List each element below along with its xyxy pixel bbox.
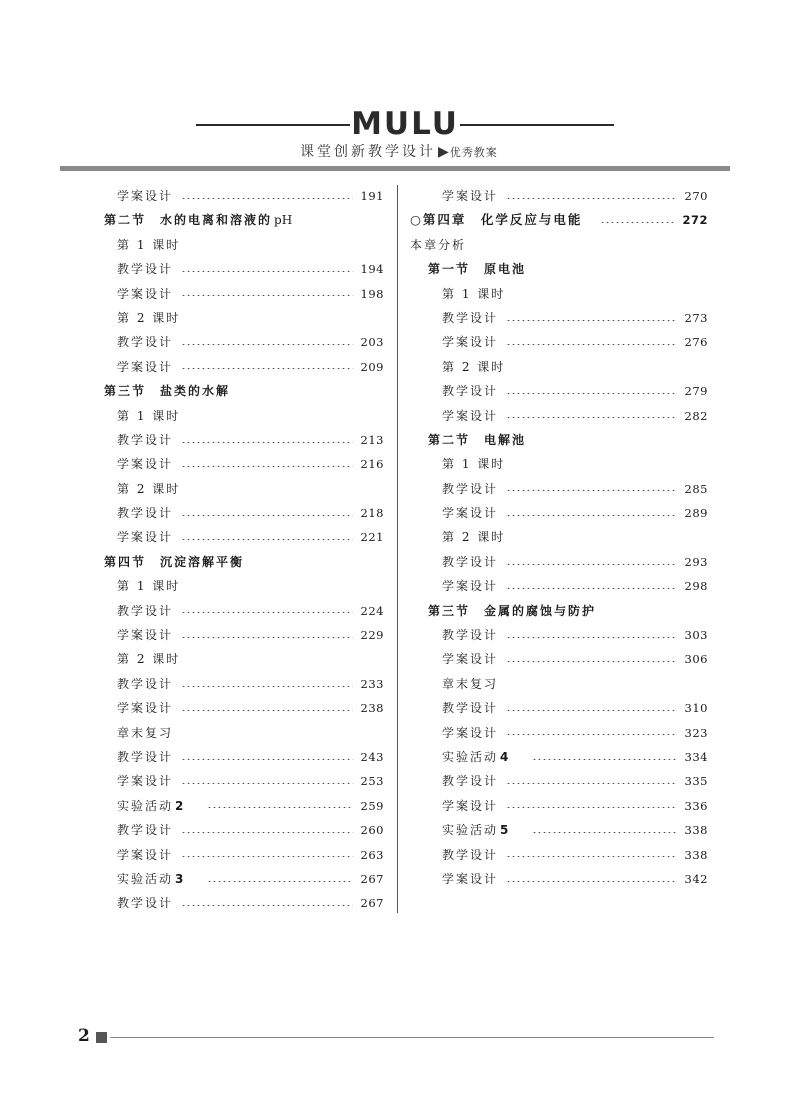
toc-label: 学案设计: [117, 457, 174, 472]
toc-label: 教学设计: [442, 384, 499, 399]
toc-label: 第二节 电解池: [428, 432, 527, 447]
toc-entry-row[interactable]: [104, 184, 384, 208]
toc-dot-leader: [207, 807, 352, 808]
toc-page-number: 238: [360, 701, 384, 716]
toc-lesson-row[interactable]: [104, 574, 384, 598]
toc-entry-row[interactable]: [104, 599, 384, 623]
toc-dot-leader: [506, 490, 677, 491]
toc-page-number: 267: [360, 871, 384, 886]
toc-entry-row[interactable]: [104, 330, 384, 354]
toc-page-number: 209: [360, 359, 384, 374]
toc-entry-row[interactable]: [104, 525, 384, 549]
toc-lesson-row[interactable]: [104, 721, 384, 745]
toc-label: 第 1 课时: [117, 579, 181, 594]
toc-page-number: 285: [684, 481, 708, 496]
toc-lesson-row[interactable]: [104, 647, 384, 671]
toc-entry-row[interactable]: [410, 769, 708, 793]
toc-page-number: 342: [684, 871, 708, 886]
toc-label: 第三节 金属的腐蚀与防护: [428, 603, 597, 618]
toc-entry-row[interactable]: [410, 306, 708, 330]
toc-entry-row[interactable]: [104, 672, 384, 696]
toc-dot-leader: [181, 271, 353, 272]
toc-label: 第 2 课时: [442, 530, 506, 545]
toc-label: 教学设计: [117, 823, 174, 838]
header-rule-left: [196, 124, 350, 126]
toc-lesson-row[interactable]: [104, 306, 384, 330]
toc-label: 第 1 课时: [442, 286, 506, 301]
toc-lesson-row[interactable]: [410, 525, 708, 549]
toc-label: 教学设计: [117, 676, 174, 691]
toc-dot-leader: [207, 881, 352, 882]
toc-dot-leader: [181, 905, 353, 906]
toc-label: 实验活动: [442, 823, 499, 838]
toc-dot-leader: [181, 759, 353, 760]
header-band: [60, 166, 730, 171]
toc-label: 教学设计: [442, 310, 499, 325]
toc-label: 第 2 课时: [117, 652, 181, 667]
toc-label: 教学设计: [117, 506, 174, 521]
toc-label: 第三节 盐类的水解: [104, 384, 231, 399]
toc-entry-row[interactable]: [410, 745, 708, 769]
triangle-arrow-icon: ▶: [438, 144, 449, 160]
toc-entry-row[interactable]: [410, 867, 708, 891]
toc-dot-leader: [506, 856, 677, 857]
toc-label: ○第四章 化学反应与电能: [410, 212, 583, 228]
toc-page-number: 253: [360, 774, 384, 789]
toc-entry-row[interactable]: [104, 745, 384, 769]
toc-entry-row[interactable]: [410, 184, 708, 208]
toc-dot-leader: [181, 832, 353, 833]
toc-entry-row[interactable]: [410, 574, 708, 598]
toc-label: 学案设计: [442, 408, 499, 423]
toc-entry-row[interactable]: [104, 794, 384, 818]
toc-label: 学案设计: [442, 579, 499, 594]
toc-label: 学案设计: [442, 506, 499, 521]
toc-label: 实验活动: [117, 871, 174, 886]
toc-label: 第 2 课时: [117, 481, 181, 496]
toc-entry-row[interactable]: [104, 452, 384, 476]
toc-label: 第二节 水的电离和溶液的: [104, 213, 273, 228]
toc-dot-leader: [181, 539, 353, 540]
toc-label: 学案设计: [442, 725, 499, 740]
toc-entry-row[interactable]: [410, 501, 708, 525]
toc-dot-leader: [506, 734, 677, 735]
toc-entry-row[interactable]: [410, 696, 708, 720]
toc-dot-leader: [506, 661, 677, 662]
toc-dot-leader: [506, 515, 677, 516]
toc-entry-row[interactable]: [410, 379, 708, 403]
toc-section-row[interactable]: [104, 208, 384, 232]
toc-label: 学案设计: [442, 871, 499, 886]
toc-page-number: 259: [360, 798, 384, 813]
toc-page-number: 310: [684, 701, 708, 716]
toc-page-number: 273: [684, 310, 708, 325]
toc-page-number: 334: [684, 749, 708, 764]
toc-activity-number: 3: [175, 871, 184, 886]
toc-page-number: 323: [684, 725, 708, 740]
toc-entry-row[interactable]: [104, 257, 384, 281]
toc-plain-row[interactable]: [410, 233, 708, 257]
toc-label: 第 1 课时: [117, 408, 181, 423]
toc-entry-row[interactable]: [410, 647, 708, 671]
toc-dot-leader: [532, 759, 676, 760]
toc-label: 教学设计: [442, 847, 499, 862]
toc-entry-row[interactable]: [410, 550, 708, 574]
toc-label: 第一节 原电池: [428, 262, 527, 277]
toc-dot-leader: [506, 881, 677, 882]
toc-entry-row[interactable]: [104, 867, 384, 891]
toc-lesson-row[interactable]: [410, 282, 708, 306]
toc-section-row[interactable]: [104, 379, 384, 403]
footer-square-marker: [96, 1032, 107, 1043]
toc-page-number: 272: [682, 213, 708, 228]
toc-dot-leader: [181, 783, 353, 784]
toc-entry-row[interactable]: [104, 428, 384, 452]
toc-entry-row[interactable]: [104, 355, 384, 379]
toc-entry-row[interactable]: [104, 696, 384, 720]
toc-lesson-row[interactable]: [410, 452, 708, 476]
toc-dot-leader: [181, 368, 353, 369]
toc-label: 实验活动: [117, 798, 174, 813]
toc-entry-row[interactable]: [410, 794, 708, 818]
toc-label: 教学设计: [442, 628, 499, 643]
toc-entry-row[interactable]: [410, 330, 708, 354]
footer-rule: [110, 1037, 714, 1038]
toc-label: 学案设计: [117, 530, 174, 545]
toc-page-number: 306: [684, 652, 708, 667]
toc-dot-leader: [181, 686, 353, 687]
toc-dot-leader: [181, 637, 353, 638]
toc-section-row[interactable]: [410, 257, 708, 281]
toc-entry-row[interactable]: [410, 818, 708, 842]
toc-entry-row[interactable]: [410, 843, 708, 867]
toc-label: 第 1 课时: [117, 237, 181, 252]
toc-page-number: 263: [360, 847, 384, 862]
toc-label: 学案设计: [117, 847, 174, 862]
toc-dot-leader: [181, 710, 353, 711]
toc-lesson-row[interactable]: [104, 404, 384, 428]
toc-entry-row[interactable]: [410, 623, 708, 647]
toc-page-number: 293: [684, 554, 708, 569]
toc-label: 第 1 课时: [442, 457, 506, 472]
toc-page-number: 218: [360, 506, 384, 521]
toc-label: 教学设计: [442, 701, 499, 716]
toc-section-row[interactable]: [104, 550, 384, 574]
header-rule-right: [460, 124, 614, 126]
toc-section-row[interactable]: [410, 599, 708, 623]
toc-entry-row[interactable]: [410, 477, 708, 501]
toc-entry-row[interactable]: [104, 818, 384, 842]
toc-page-number: 338: [684, 847, 708, 862]
toc-page-number: 194: [360, 262, 384, 277]
toc-page-number: 289: [684, 506, 708, 521]
toc-page-number: 276: [684, 335, 708, 350]
toc-page-number: 216: [360, 457, 384, 472]
toc-label: 学案设计: [117, 628, 174, 643]
toc-label: 教学设计: [117, 749, 174, 764]
toc-page-number: 336: [684, 798, 708, 813]
toc-page-number: 243: [360, 749, 384, 764]
toc-entry-row[interactable]: [104, 501, 384, 525]
toc-section-row[interactable]: [410, 428, 708, 452]
subtitle-title: 课堂创新教学设计: [300, 144, 436, 160]
toc-label: 章末复习: [442, 676, 499, 691]
column-divider: [397, 185, 398, 913]
toc-dot-leader: [181, 198, 353, 199]
header-subtitle: [300, 141, 560, 161]
toc-label: 教学设计: [117, 262, 174, 277]
toc-label: 第 2 课时: [442, 359, 506, 374]
toc-dot-leader: [506, 710, 677, 711]
toc-label: 学案设计: [442, 335, 499, 350]
toc-label: 教学设计: [117, 896, 174, 911]
toc-label: 学案设计: [117, 286, 174, 301]
toc-page-number: 203: [360, 335, 384, 350]
toc-label: 实验活动: [442, 749, 499, 764]
toc-right-column: [410, 184, 708, 891]
toc-label: 学案设计: [117, 701, 174, 716]
toc-label-suffix: pH: [274, 213, 293, 228]
toc-dot-leader: [506, 588, 677, 589]
toc-label: 章末复习: [117, 725, 174, 740]
toc-dot-leader: [506, 637, 677, 638]
toc-page-number: 260: [360, 823, 384, 838]
toc-page-number: 233: [360, 676, 384, 691]
toc-dot-leader: [506, 564, 677, 565]
toc-page-number: 335: [684, 774, 708, 789]
toc-label: 学案设计: [442, 652, 499, 667]
toc-page-number: 224: [360, 603, 384, 618]
toc-activity-number: 2: [175, 798, 184, 813]
toc-label: 第四节 沉淀溶解平衡: [104, 554, 245, 569]
subtitle-series: 优秀教案: [449, 146, 498, 159]
toc-label: 本章分析: [410, 237, 467, 252]
toc-label: 学案设计: [442, 798, 499, 813]
toc-label: 学案设计: [117, 189, 174, 203]
toc-label: 学案设计: [117, 774, 174, 789]
toc-chapter-row[interactable]: [410, 208, 708, 232]
toc-page-number: 267: [360, 896, 384, 911]
toc-label: 学案设计: [442, 189, 499, 203]
toc-label: 教学设计: [442, 554, 499, 569]
toc-dot-leader: [506, 393, 677, 394]
toc-dot-leader: [181, 612, 353, 613]
toc-label: 教学设计: [117, 335, 174, 350]
toc-page-number: 279: [684, 384, 708, 399]
toc-dot-leader: [506, 344, 677, 345]
toc-dot-leader: [181, 515, 353, 516]
toc-page-number: 303: [684, 628, 708, 643]
toc-label: 第 2 课时: [117, 310, 181, 325]
toc-dot-leader: [506, 417, 677, 418]
toc-label: 学案设计: [117, 359, 174, 374]
toc-dot-leader: [181, 466, 353, 467]
toc-lesson-row[interactable]: [410, 355, 708, 379]
toc-page-number: 298: [684, 579, 708, 594]
footer-page-number: 2: [78, 1026, 90, 1046]
toc-label: 教学设计: [117, 432, 174, 447]
toc-lesson-row[interactable]: [410, 672, 708, 696]
toc-dot-leader: [506, 198, 677, 199]
toc-page-number: 229: [360, 628, 384, 643]
toc-dot-leader: [506, 783, 677, 784]
toc-entry-row[interactable]: [104, 843, 384, 867]
toc-page-number: 270: [684, 189, 708, 203]
toc-dot-leader: [600, 222, 674, 223]
toc-entry-row[interactable]: [104, 891, 384, 915]
toc-activity-number: 4: [500, 749, 509, 764]
toc-dot-leader: [181, 442, 353, 443]
toc-lesson-row[interactable]: [104, 477, 384, 501]
toc-label: 教学设计: [117, 603, 174, 618]
toc-page-number: 198: [360, 286, 384, 301]
toc-dot-leader: [532, 832, 676, 833]
toc-dot-leader: [181, 295, 353, 296]
toc-page-number: 213: [360, 432, 384, 447]
toc-page-number: 221: [360, 530, 384, 545]
toc-dot-leader: [181, 344, 353, 345]
toc-dot-leader: [181, 856, 353, 857]
toc-label: 教学设计: [442, 481, 499, 496]
toc-entry-row[interactable]: [104, 282, 384, 306]
toc-entry-row[interactable]: [410, 404, 708, 428]
toc-lesson-row[interactable]: [104, 233, 384, 257]
toc-dot-leader: [506, 320, 677, 321]
toc-activity-number: 5: [500, 823, 509, 838]
toc-page-number: 191: [360, 189, 384, 203]
toc-page-number: 338: [684, 823, 708, 838]
toc-entry-row[interactable]: [104, 769, 384, 793]
toc-dot-leader: [506, 807, 677, 808]
toc-left-column: [104, 184, 384, 916]
toc-page-number: 282: [684, 408, 708, 423]
toc-label: 教学设计: [442, 774, 499, 789]
header-logo: MULU: [351, 106, 459, 142]
toc-entry-row[interactable]: [410, 721, 708, 745]
toc-entry-row[interactable]: [104, 623, 384, 647]
